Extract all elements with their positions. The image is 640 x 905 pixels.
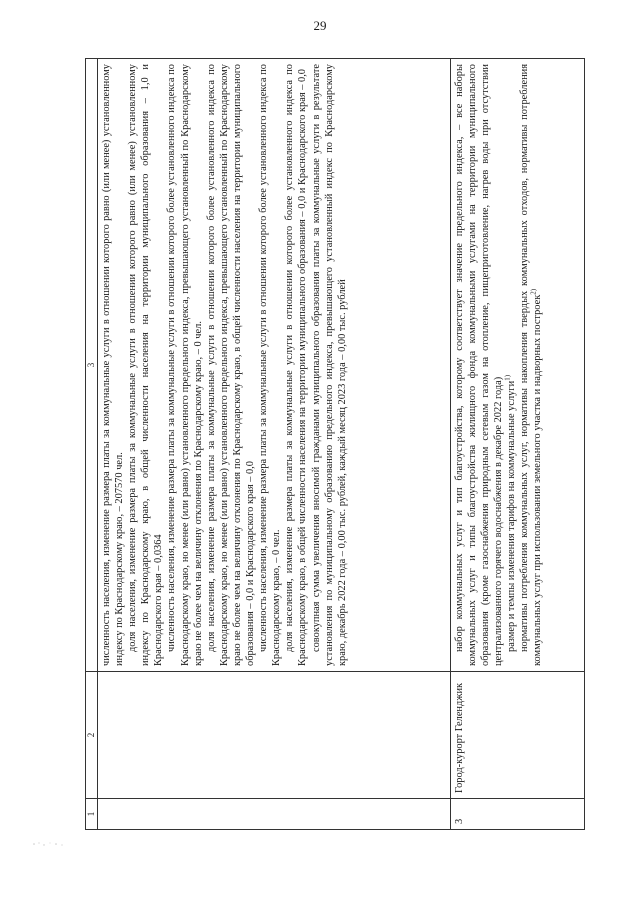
content-paragraph: [505, 64, 518, 666]
table-row: [98, 59, 451, 830]
municipal-indices-table: [85, 58, 585, 830]
header-col-2: 2: [86, 672, 98, 799]
content-paragraph: численность населения, изменение размера платы за коммунальные услуги в отношении которого более установленного индекса по Краснодарскому краю, но менее (или равно) установленного предельного индекса, превышающего установленный по Краснодарскому краю не более чем на величину отклонения по Краснодарскому краю, – 0 чел.: [166, 64, 204, 666]
header-col-3: 3: [86, 59, 98, 672]
scan-artifact: [30, 838, 70, 850]
content-paragraph-text: нормативы потребления коммунальных услуг, нормативы накопления твердых коммунальных отходов, нормативы потребления коммунальных услуг при использовании земельного участка и надворных построек: [519, 64, 544, 666]
municipality-cell: [98, 672, 451, 799]
content-paragraph-text: размер и темпы изменения тарифов на коммунальные услуги: [506, 380, 518, 652]
header-col-1: 1: [86, 799, 98, 830]
table-row: [450, 59, 584, 830]
table-header-row: [86, 59, 98, 830]
footnote-marker: 2): [529, 288, 538, 295]
content-paragraph: набор коммунальных услуг и тип благоустройства, которому соответствует значение предельного индекса, – все наборы коммунальных услуг и типы благоустройства жилищного фонда коммунальными услугами на территории муниципального образования (кроме газоснабжения природным сетевым газом на отопление, пищеприготовление, нагрев воды при отсутствии централизованного горячего водоснабжения в декабре 2022 года): [453, 64, 504, 666]
continued-content-cell: [98, 59, 451, 672]
content-paragraph: доля населения, изменение размера платы за коммунальные услуги в отношении которого более установленного индекса по Краснодарскому краю, но менее (или равно) установленного предельного индекса, превышающего установленный по Краснодарскому краю не более чем на величину отклонения по Краснодарскому краю, в общей численности населения на территории муниципального образования – 0,0 и Краснодарского края – 0,0: [205, 64, 257, 666]
row-number-cell: 3: [450, 799, 584, 830]
content-paragraph: доля населения, изменение размера платы за коммунальные услуги в отношении которого равно (или менее) установленному индексу по Краснодарскому краю, в общей численности населения на территории муниципального образования – 1,0 и Краснодарского края – 0,0364: [127, 64, 165, 666]
content-paragraph: [518, 64, 544, 666]
content-paragraph: совокупная сумма увеличения вносимой гражданами муниципального образования платы за коммунальные услуги в результате установления по муниципальному образованию предельного индекса, превышающего установленный индекс по Краснодарскому краю, декабрь 2022 года – 0,00 тыс. рублей, каждый месяц 2023 года – 0,00 тыс. рублей: [310, 64, 348, 666]
new-content-cell: [450, 59, 584, 672]
municipality-name-cell: Город-курорт Геленджик: [450, 672, 584, 799]
footnote-marker: 1): [503, 374, 512, 381]
content-paragraph: доля населения, изменение размера платы за коммунальные услуги в отношении которого более установленного индекса по Краснодарскому краю, в общей численности населения на территории муниципального образования – 0,0 и Краснодарского края – 0,0: [284, 64, 309, 666]
page-number: 29: [313, 18, 327, 33]
content-paragraph: численность населения, изменение размера платы за коммунальные услуги в отношении которого более установленного индекса по Краснодарскому краю, – 0 чел.: [258, 64, 283, 666]
content-paragraph: численность населения, изменение размера платы за коммунальные услуги в отношении которого равно (или менее) установленному индексу по Краснодарскому краю, – 207570 чел.: [101, 64, 126, 666]
row-number-cell: [98, 799, 451, 830]
rotated-table-container: [85, 58, 585, 830]
